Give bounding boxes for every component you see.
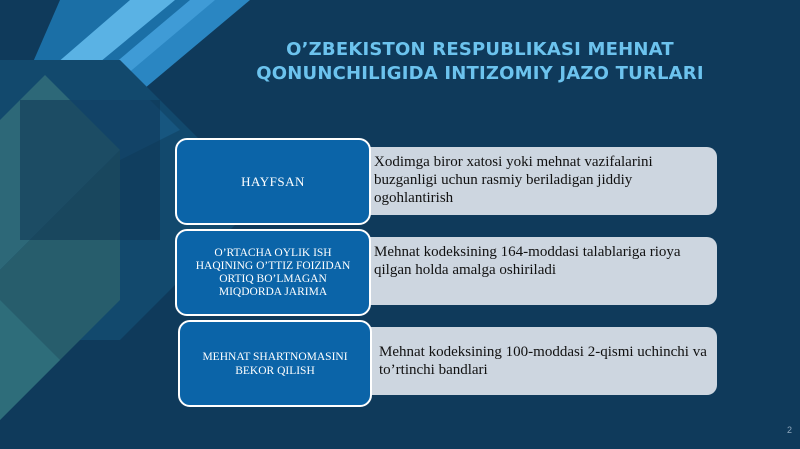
slide-title <box>230 38 730 86</box>
page-number: 2 <box>786 425 792 435</box>
navy-panel-shape <box>20 100 160 240</box>
category-box <box>175 138 371 225</box>
description-text: Mehnat kodeksining 100-moddasi 2-qismi uchinchi va to’rtinchi bandlari <box>379 344 707 378</box>
category-box <box>175 229 371 316</box>
description-text: Mehnat kodeksining 164-moddasi talablariga rioya qilgan holda amalga oshiriladi <box>374 244 681 278</box>
category-label: O’RTACHA OYLIK ISH HAQINING O’TTIZ FOIZIDAN ORTIQ BO’LMAGAN MIQDORDA JARIMA <box>195 246 351 298</box>
description-box <box>340 237 717 305</box>
category-label: MEHNAT SHARTNOMASINI BEKOR QILISH <box>202 350 348 377</box>
category-label: HAYFSAN <box>241 173 305 189</box>
category-box <box>178 320 372 407</box>
title-line-1: O’ZBEKISTON RESPUBLIKASI MEHNAT <box>286 39 674 60</box>
description-text: Xodimga biror xatosi yoki mehnat vazifalarini buzganligi uchun rasmiy beriladigan jiddiy ogohlantirish <box>374 154 653 206</box>
description-box <box>345 327 717 395</box>
title-line-2: QONUNCHILIGIDA INTIZOMIY JAZO TURLARI <box>256 63 704 84</box>
description-box <box>340 147 717 215</box>
